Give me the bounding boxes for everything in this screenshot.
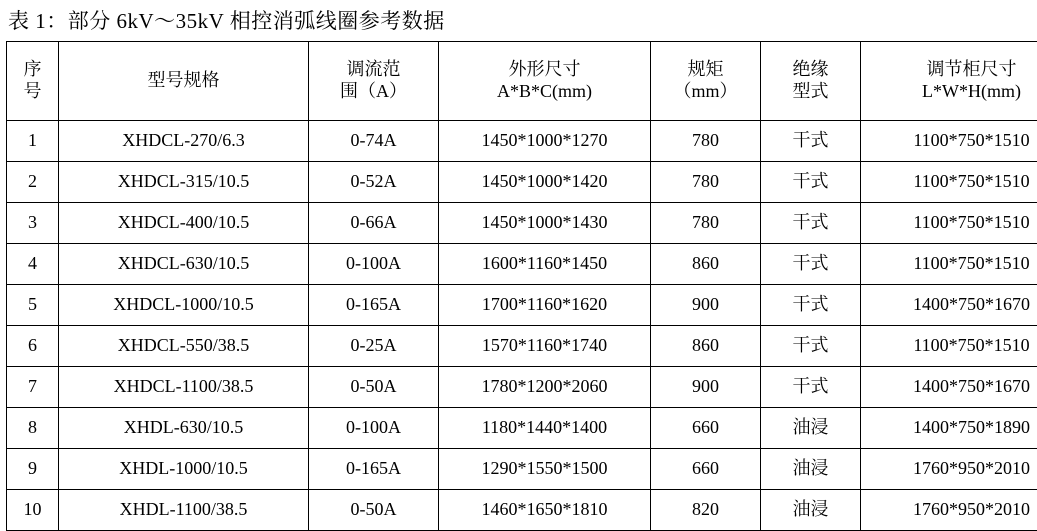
column-header-dimensions-line1: 外形尺寸 <box>439 59 650 81</box>
cell-current-range: 0-50A <box>309 490 439 531</box>
cell-gauge: 660 <box>651 408 761 449</box>
cell-index: 4 <box>7 244 59 285</box>
table-row <box>7 449 1037 490</box>
column-header-insulation <box>761 42 861 121</box>
cell-dimensions: 1600*1160*1450 <box>439 244 651 285</box>
cell-dimensions: 1180*1440*1400 <box>439 408 651 449</box>
column-header-cabinet-size-line2: L*W*H(mm) <box>861 81 1037 103</box>
column-header-current-range-line1: 调流范 <box>309 59 438 81</box>
column-header-current-range-line2: 围（A） <box>309 81 438 103</box>
cell-cabinet-size: 1100*750*1510 <box>861 121 1037 162</box>
cell-gauge: 660 <box>651 449 761 490</box>
cell-insulation: 油浸 <box>761 408 861 449</box>
reference-data-table <box>6 41 1037 531</box>
cell-gauge: 820 <box>651 490 761 531</box>
cell-model: XHDCL-1100/38.5 <box>59 367 309 408</box>
cell-model: XHDCL-550/38.5 <box>59 326 309 367</box>
table-row <box>7 490 1037 531</box>
column-header-cabinet-size-line1: 调节柜尺寸 <box>861 59 1037 81</box>
table-caption: 表 1：部分 6kV～35kV 相控消弧线圈参考数据 <box>0 0 1037 41</box>
cell-insulation: 油浸 <box>761 490 861 531</box>
cell-index: 5 <box>7 285 59 326</box>
cell-dimensions: 1460*1650*1810 <box>439 490 651 531</box>
cell-dimensions: 1570*1160*1740 <box>439 326 651 367</box>
cell-current-range: 0-52A <box>309 162 439 203</box>
column-header-index <box>7 42 59 121</box>
cell-dimensions: 1290*1550*1500 <box>439 449 651 490</box>
table-header <box>7 42 1037 121</box>
cell-index: 10 <box>7 490 59 531</box>
cell-model: XHDL-1000/10.5 <box>59 449 309 490</box>
cell-cabinet-size: 1760*950*2010 <box>861 490 1037 531</box>
table-row <box>7 162 1037 203</box>
column-header-gauge <box>651 42 761 121</box>
cell-index: 3 <box>7 203 59 244</box>
table-row <box>7 285 1037 326</box>
cell-current-range: 0-74A <box>309 121 439 162</box>
table-header-row <box>7 42 1037 121</box>
column-header-model <box>59 42 309 121</box>
cell-index: 8 <box>7 408 59 449</box>
cell-model: XHDL-1100/38.5 <box>59 490 309 531</box>
table-row <box>7 121 1037 162</box>
cell-index: 6 <box>7 326 59 367</box>
cell-cabinet-size: 1100*750*1510 <box>861 244 1037 285</box>
column-header-insulation-line1: 绝缘 <box>761 59 860 81</box>
cell-insulation: 干式 <box>761 121 861 162</box>
column-header-index-line1: 序 <box>7 59 58 81</box>
cell-model: XHDCL-270/6.3 <box>59 121 309 162</box>
column-header-gauge-line2: （mm） <box>651 81 760 103</box>
cell-cabinet-size: 1100*750*1510 <box>861 162 1037 203</box>
cell-current-range: 0-100A <box>309 244 439 285</box>
cell-current-range: 0-50A <box>309 367 439 408</box>
table-row <box>7 203 1037 244</box>
cell-gauge: 900 <box>651 285 761 326</box>
cell-index: 7 <box>7 367 59 408</box>
cell-current-range: 0-25A <box>309 326 439 367</box>
column-header-model-line1: 型号规格 <box>59 70 308 92</box>
cell-cabinet-size: 1100*750*1510 <box>861 203 1037 244</box>
table-row <box>7 326 1037 367</box>
cell-model: XHDCL-1000/10.5 <box>59 285 309 326</box>
column-header-dimensions-line2: A*B*C(mm) <box>439 81 650 103</box>
cell-gauge: 860 <box>651 326 761 367</box>
cell-model: XHDCL-315/10.5 <box>59 162 309 203</box>
cell-current-range: 0-66A <box>309 203 439 244</box>
cell-dimensions: 1450*1000*1420 <box>439 162 651 203</box>
cell-model: XHDCL-630/10.5 <box>59 244 309 285</box>
cell-gauge: 780 <box>651 162 761 203</box>
table-row <box>7 244 1037 285</box>
cell-cabinet-size: 1100*750*1510 <box>861 326 1037 367</box>
column-header-index-line2: 号 <box>7 81 58 103</box>
cell-insulation: 油浸 <box>761 449 861 490</box>
cell-model: XHDCL-400/10.5 <box>59 203 309 244</box>
cell-gauge: 780 <box>651 121 761 162</box>
cell-gauge: 780 <box>651 203 761 244</box>
cell-gauge: 860 <box>651 244 761 285</box>
cell-current-range: 0-165A <box>309 449 439 490</box>
cell-insulation: 干式 <box>761 162 861 203</box>
cell-cabinet-size: 1760*950*2010 <box>861 449 1037 490</box>
cell-insulation: 干式 <box>761 244 861 285</box>
table-row <box>7 367 1037 408</box>
cell-cabinet-size: 1400*750*1670 <box>861 367 1037 408</box>
column-header-dimensions <box>439 42 651 121</box>
cell-insulation: 干式 <box>761 285 861 326</box>
cell-dimensions: 1450*1000*1430 <box>439 203 651 244</box>
cell-index: 1 <box>7 121 59 162</box>
column-header-current-range <box>309 42 439 121</box>
column-header-cabinet-size <box>861 42 1037 121</box>
cell-insulation: 干式 <box>761 326 861 367</box>
cell-model: XHDL-630/10.5 <box>59 408 309 449</box>
cell-index: 9 <box>7 449 59 490</box>
cell-index: 2 <box>7 162 59 203</box>
cell-current-range: 0-100A <box>309 408 439 449</box>
cell-current-range: 0-165A <box>309 285 439 326</box>
table-row <box>7 408 1037 449</box>
cell-cabinet-size: 1400*750*1890 <box>861 408 1037 449</box>
cell-insulation: 干式 <box>761 367 861 408</box>
table-body <box>7 121 1037 531</box>
cell-cabinet-size: 1400*750*1670 <box>861 285 1037 326</box>
column-header-gauge-line1: 规矩 <box>651 59 760 81</box>
cell-insulation: 干式 <box>761 203 861 244</box>
cell-gauge: 900 <box>651 367 761 408</box>
cell-dimensions: 1700*1160*1620 <box>439 285 651 326</box>
cell-dimensions: 1450*1000*1270 <box>439 121 651 162</box>
column-header-insulation-line2: 型式 <box>761 81 860 103</box>
cell-dimensions: 1780*1200*2060 <box>439 367 651 408</box>
